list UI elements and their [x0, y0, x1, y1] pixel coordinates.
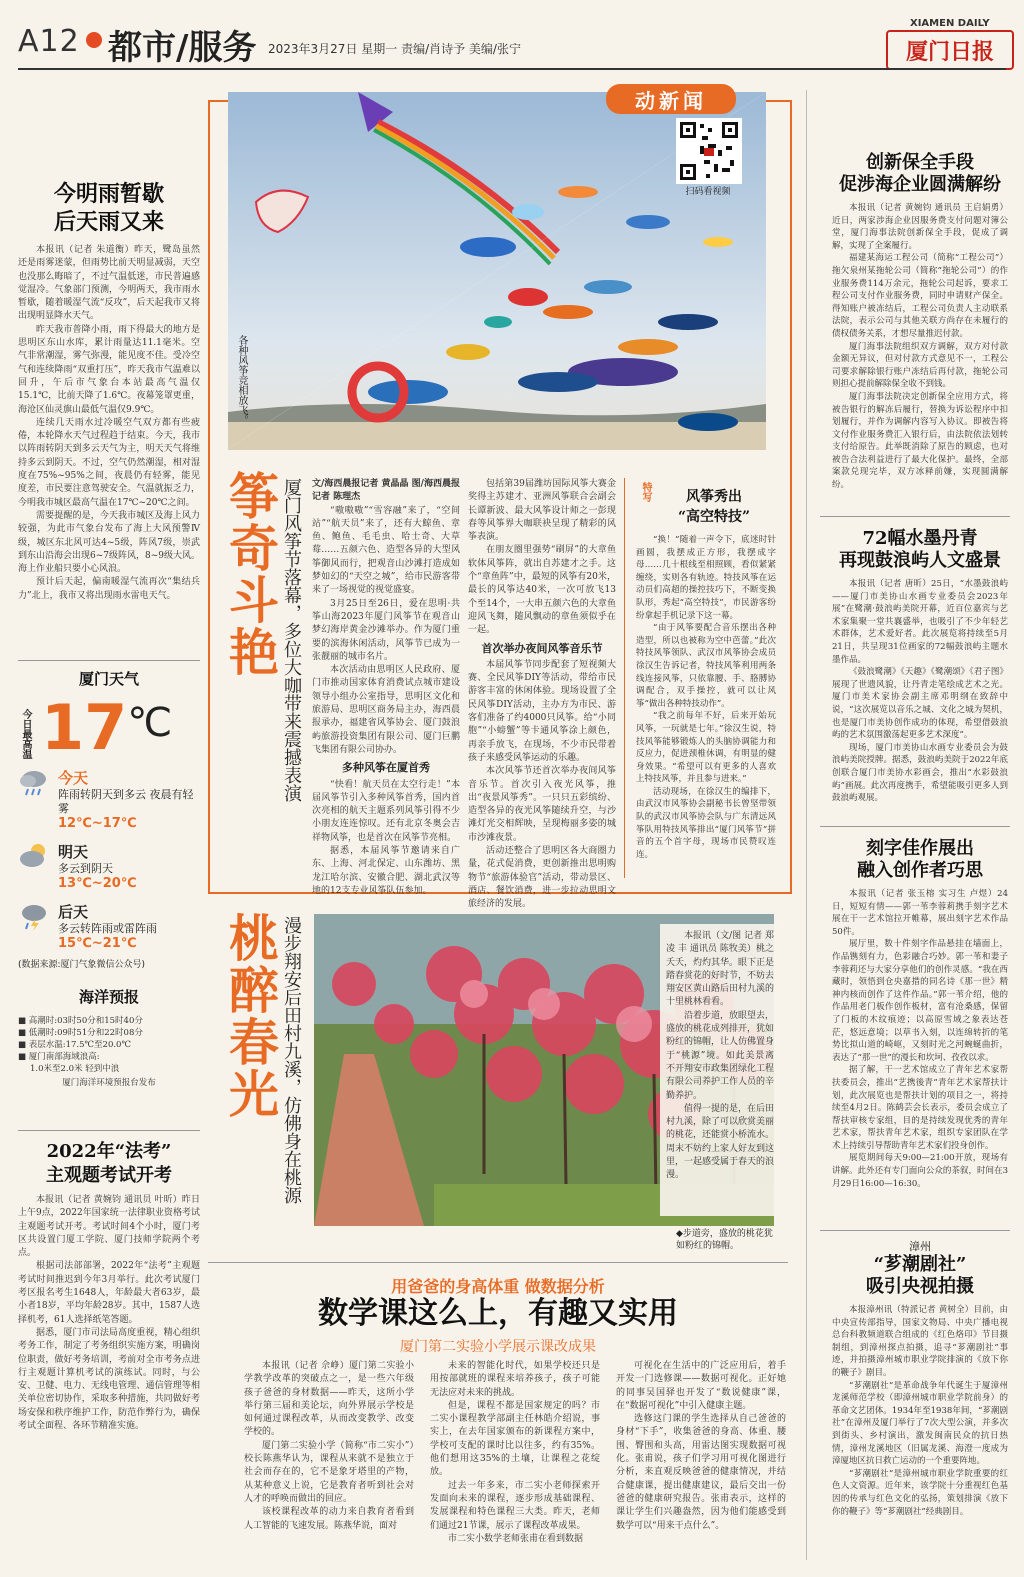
peach-title-sub: 漫步翔安后田村九溪，仿佛身在桃源	[281, 916, 302, 1204]
a1-title-line1: 创新保全手段	[866, 152, 974, 173]
today-temp: 17	[41, 691, 128, 764]
kite-para: 在朋友圈里强势“刷屏”的大章鱼软体风筝阵，就出自苏建才之手。这个“章鱼阵”中，最短的风筝有20米，最长的风筝达40米，一次可放飞13个至14个，一大串五颜六色的大章鱼迎风飞舞，随风飘动的章鱼须似乎在一起。	[468, 545, 616, 636]
divider	[820, 826, 1010, 827]
forecast-temp: 15℃~21℃	[58, 936, 137, 951]
ocean-source: 厦门海洋环境预报台发布	[62, 1078, 156, 1088]
peach-title-big: 桃醉春光	[221, 912, 280, 1120]
today-temp-row	[18, 691, 200, 764]
exam-para: 本报讯（记者 黄婉钧 通讯员 叶昕）昨日上午9点，2022年国家统一法律职业资格考试主观题考试开考。考试时间4个小时，厦门考区共设置门厦工学院、厦门技师学院两个考点。	[18, 1195, 200, 1259]
exam-article	[18, 1140, 200, 1564]
qr-code-icon	[678, 120, 740, 182]
kite-subhead: 首次举办夜间风筝音乐节	[481, 641, 603, 655]
math-para: 过去一年多来，市二实小老师探索开发面向未来的课程，逐步形成基础课程、发展课程和特色课程三大类。昨天，老师们通过21节课，展示了课程改革成果。	[430, 1480, 600, 1531]
tide-line: ■ 厦门南部海域浪高:	[18, 1052, 100, 1062]
math-kicker: 用爸爸的身高体重 做数据分析	[391, 1277, 605, 1296]
rain-para: 连续几天雨水过冷暖空气双方都有些疲倦，本轮降水天气过程趋于结束。今天，我市以阵雨转阴天到多云天气为主，明天天气将维持多云到阴天。不过，空气仍然潮湿，相对湿度在75%~95%之间，夜晨仍有轻雾，能见度差，市民要注意驾驶安全。气温就振乏力，今明我市城区最高气温在17℃~20℃之间。	[18, 417, 200, 508]
divider	[820, 1230, 1010, 1231]
forecast-temp: 12℃~17℃	[58, 816, 137, 831]
math-para: 但是，课程不都是国家规定的吗？市二实小课程教学部副主任林皓介绍说，事实上，在去年国家颁布的新课程方案中，学校可支配的课时比以往多，约有35%。他们想用这35%的土壤，让课程之花绽放。	[430, 1400, 600, 1478]
exam-title-line1: 2022年“法考”	[46, 1141, 172, 1162]
forecast-today	[18, 767, 200, 831]
math-para: 本报讯（记者 佘峥）厦门第二实验小学教学改革的突破点之一，是一些六年级孩子爸爸的身材数据——昨天，这所小学举行第三届和美论坛，向外界展示学校是如何通过课程改革，从而改变教学、改变学校的。	[244, 1361, 414, 1438]
page-number: A12	[18, 24, 80, 59]
special-title-line2: “高空特技”	[677, 509, 751, 525]
exam-body	[18, 1194, 200, 1564]
tide-line: 1.0米至2.0米 轻到中浪	[30, 1064, 120, 1074]
special-body	[636, 534, 776, 878]
issue-meta: 2023年3月27日 星期一 责编/肖诗予 美编/张宁	[268, 42, 521, 56]
ink-article	[832, 528, 1008, 828]
a2-body	[832, 578, 1008, 828]
math-para: 市二实小数学老师张甫在看到数据	[448, 1533, 584, 1544]
special-divider	[624, 478, 625, 878]
math-para: 该校课程改革的动力来自教育者看到人工智能的飞速发展。陈燕华说，面对	[244, 1507, 414, 1531]
tide-line: ■ 高潮时:03时50分和15时40分	[18, 1016, 143, 1026]
a4-body	[832, 1304, 1008, 1554]
forecast-desc: 阵雨转阴天到多云 夜晨有轻雾	[58, 788, 194, 815]
forecast-day: 后天	[58, 903, 89, 921]
column-divider	[806, 90, 807, 1560]
forecast-day: 明天	[58, 843, 89, 861]
a3-body	[832, 888, 1008, 1248]
a3-title-line1: 刻字佳作展出	[866, 838, 974, 859]
a4-para: “芗潮剧社”是革命战争年代诞生于厦漳州龙溪师范学校（即漳州城市职业学院前身）的革命文艺团体。1934年至1938年间，“芗潮剧社”在漳州及厦门举行了7次大型公演，并多次到街头、乡村演出，激发闽南民众的抗日热情，漳州龙溪地区（旧属龙溪、海澄一度成为漳厦地区抗日救亡运动的一个重要阵地。	[832, 1380, 1008, 1467]
kite-para: 包括第39届潍坊国际风筝大赛金奖得主苏建才、亚洲风筝联合会副会长谭新波、最大风筝设计师之一彭现春等风筝界大咖联袂呈现了精彩的风筝表演。	[468, 479, 616, 543]
kite-para: 据悉，本届风筝节邀请来自广东、上海、河北保定、山东潍坊、黑龙江哈尔滨、安徽合肥、湖北武汉等地的12支专业风筝队伍参加。	[312, 846, 460, 896]
a2-para: 《鼓浪鹭潮》《天趣》《鹭潮颂》《君子图》展现了世遗风貌，让丹青走笔绘成艺术之光。厦门市美术家协会副主席邓明纲在致辞中说，“这次展览以音乐之城、文化之城为契机，也是厦门市美协创作成功的体现，希望借鼓浪屿的艺术氛围激荡起更多艺术深度”。	[832, 667, 1008, 741]
peach-para: 本报讯（文/图 记者 郑凌 丰 通讯员 陈牧美）桃之夭夭，灼灼其华。眼下正是踏春赏花的好时节，不妨去翔安区黄山路后田村九溪的十里桃林看看。	[666, 931, 775, 1008]
math-para: 选修这门课的学生选择从自己爸爸的身材“下手”，收集爸爸的身高、体重、腰围、臀围和头高，用雷达图实现数据可视化。张甫说，孩子们学习用可视化图进行分析，来直观反映爸爸的健康情况，并结合健康课，提出健康建议，最后交出一份爸爸的健康研究报告。张甫表示，这样的课让学生们兴趣盎然，因为他们能感受到数学可以“用来干点什么”。	[616, 1414, 786, 1531]
a1-title-line2: 促涉海企业圆满解纷	[839, 174, 1001, 195]
forecast-desc: 多云到阴天	[58, 862, 113, 875]
carving-article	[832, 838, 1008, 1248]
peach-text-box	[660, 924, 780, 1216]
forecast-temp: 13℃~20℃	[58, 876, 137, 891]
divider	[208, 1262, 788, 1263]
a1-para: 厦门海事法院组织双方调解，双方对付款金额无异议，但对付款方式意见不一，工程公司要求解除银行账户冻结后再付款，拖轮公司则担心提前解除保全收不到钱。	[832, 341, 1008, 390]
divider	[18, 660, 200, 661]
rain-para: 昨天我市普降小雨，雨下得最大的地方是思明区东山水库，累计雨量达11.1毫米。空气非常潮湿，雾气弥漫，能见度不佳。受冷空气和连续降雨“双重打压”，昨天我市气温难以回升，午后市气象台本站最高气温仅15.1℃，比前天降了1.6℃。夜幕笼罩更重，海沧区仙灵旗山最低气温仅9.9℃。	[18, 324, 200, 415]
kite-col2	[468, 478, 616, 910]
kite-para: 本次风筝节还首次举办夜间风筝音乐节。首次引入夜光风筝，推出“夜景风筝秀”。一只只五彩缤纷、造型各异的夜光风筝随续升空，与沙滩灯光交相辉映，呈现梅丽多姿的城市沙滩夜景。	[468, 766, 616, 843]
thunder-rain-icon	[18, 901, 50, 931]
a4-para: “芗潮剧社”是漳州城市职业学院重要的红色人文资源。近年来，该学院十分重视红色基因的传承与红色文化的弘扬，策划排演《放下你的鞭子》等“芗潮剧社”经典剧目。	[832, 1468, 1008, 1517]
forecast-desc: 多云转阵雨或雷阵雨	[58, 922, 157, 935]
today-label: 今日最高温	[20, 709, 31, 759]
ocean-box	[18, 986, 200, 1089]
a2-title-line1: 72幅水墨丹青	[862, 528, 978, 549]
qr-caption: 扫码看视频	[685, 187, 731, 197]
peach-caption: ◆步道旁，盛放的桃花犹如粉红的锦帽。	[676, 1229, 773, 1251]
kite-byline: 文/海西晨报记者 黄晶晶 图/海西晨报记者 陈理杰	[312, 479, 460, 503]
math-title: 数学课这么上，有趣又实用	[318, 1296, 678, 1331]
weather-source: (数据来源:厦门气象微信公众号)	[18, 960, 146, 970]
a4-para: 本报漳州讯（特派记者 黄树全）目前，由中央宣传部指导，国家文物局、中央广播电视总台科教频道联合组成的《红色烙印》节目摄制组，到漳州探点拍摄，追寻“芗潮剧社”事迹，并拍摄漳州城市职业学院排演的《放下你的鞭子》剧目。	[832, 1305, 1008, 1378]
exam-para: 据悉，厦门市司法局高度重视，精心组织考务工作，制定了考务组织实施方案，明确岗位职责，做好考务培训，考前对全市考务点进行主观题计算机考试的演练试。同时，与公安、卫健、电力、无线电管理、通信管理等相关单位密切协作，采取多种措施，共同做好考场安保和秩序维护工作，防范作弊行为，确保考试全面程、各环节精准实施。	[18, 1327, 200, 1432]
kite-col1	[312, 478, 460, 896]
qr-code[interactable]	[676, 118, 742, 184]
exam-title-line2: 主观题考试开考	[46, 1165, 172, 1186]
rain-para: 需要提醒的是，今天我市城区及海上风力较强，为此市气象台发布了海上大风预警Ⅳ级，城区东北风可达4~5级，阵风7级，崇武到东山沿海会出现6~7级阵风，8~9级大风。海上作业船只要小心风浪。	[18, 510, 200, 575]
rain-para: 预计后天起，偏南暖湿气流再次“集结兵力”北上，我市又将出现雨水雷电天气。	[18, 577, 200, 601]
rain-body	[18, 244, 200, 659]
peach-para: 沿着步道，放眼望去，盛放的桃花成列排开，犹如粉红的锦帽，让人仿佛置身于“桃源”境。如此美景离不开翔安市政集团绿化工程有限公司养护工作人员的辛勤养护。	[666, 1010, 775, 1101]
kite-photo-caption: 各种风筝竞相放飞。	[236, 335, 247, 425]
a2-title-line2: 再现鼓浪屿人文盛景	[839, 550, 1001, 571]
special-para: 活动现场，在徐汉生的编排下，由武汉市风筝协会副秘书长曾坚带领队的武汉市风筝协会队与广东清远风筝队用特技风筝排出“厦门风筝节”拼音的五个首字母，现场市民赞叹连连。	[636, 786, 776, 860]
rain-article	[18, 180, 200, 659]
maritime-article	[832, 152, 1008, 522]
tide-line: ■ 表层水温:17.5℃至20.0℃	[18, 1040, 131, 1050]
divider	[18, 1130, 200, 1131]
cloudy-icon	[18, 841, 50, 871]
a1-para: 厦门海事法院决定创新保全应用方式，将被告银行的解冻后履行，替换为诉讼程序中扣划履行，并作为调解内容写入协议。即被告将文付作业服务费汇入银行后，由法院依法划转支付给原告。此举既消除了原告的顾虑，也对被告合法利益进行了最大化保护。最终，全部案款兑现完毕，双方冰释前嫌，实现圆满解纷。	[832, 391, 1008, 491]
peach-para: 值得一提的是，在后田村九溪，除了可以欣赏美丽的桃花，还能赏小桥流水。周末不妨约上家人好友到这里，一起感受属于春天的浪漫。	[666, 1103, 775, 1181]
a3-para: 本报讯（记者 张玉榕 实习生 卢煜）24日，短短有情——郭一苇李蓉莉携手刻字艺术展在干一艺术馆拉开帷幕，展出刻字艺术作品50件。	[832, 889, 1008, 937]
forecast-day: 今天	[58, 769, 89, 787]
a4-title-line1: “芗潮剧社”	[873, 1254, 967, 1275]
a1-para: 福建某海运工程公司（简称“工程公司”）拖欠泉州某拖轮公司（简称“拖轮公司”）的作业服务费114万余元，拖轮公司起诉，要求工程公司支付作业服务费，同时申请财产保全。得知账户被冻结后，工程公司负责人主动联系法院，表示公司与其他关联方尚存在未履行的债权债务关系，才想尽量推迟付款。	[832, 253, 1008, 339]
section-title: 都市/服务	[108, 28, 257, 68]
math-col2	[430, 1360, 600, 1560]
math-para: 可视化在生活中的广泛应用后，着手开发一门选修课——数据可视化。正好她的同事吴国驿也开发了“数说健康”课，在“数据可视化”中引入健康主题。	[616, 1361, 786, 1411]
brand-english: XIAMEN DAILY	[910, 18, 990, 29]
kite-title-big: 筝奇斗艳	[221, 470, 280, 678]
kite-para: 本次活动由思明区人民政府、厦门市推动国家体育消费试点城市建设领导小组办公室指导，思明区文化和旅游局、思明区商务局主办，海西晨报承办，福建省风筝协会、厦门鼓浪屿旅游投资集团有限公司、厦门巨鹏飞集团有限公司协办。	[312, 665, 460, 755]
kite-para: “嗷嗷嗷”“雪容融”来了，“空间站”“航天员”来了，还有大鲸鱼、章鱼、鲍鱼、毛毛虫、哈士奇、大草莓……五颜六色、造型各异的大型风筝御风而行，把观音山沙滩打造成如梦如幻的“天空之城”，给市民游客带来了一场视觉的视觉盛宴。	[312, 505, 460, 596]
peach-body	[666, 930, 774, 1210]
ocean-title: 海洋预报	[78, 988, 139, 1006]
kite-title-sub: 厦门风筝节落幕，多位大咖带来震撼表演	[281, 478, 302, 802]
math-para: 未来的智能化时代，如果学校还只是用按部就班的课程来培养孩子，孩子可能无法应对未来的挑战。	[430, 1361, 600, 1398]
math-col3	[616, 1360, 786, 1560]
a3-para: 展览期间每天9:00—21:00开放，现场有讲解。此外还有专门面向公众的茶叙，时间在3月29日16:00—16:30。	[832, 1153, 1008, 1189]
page-header	[0, 0, 1024, 70]
a3-para: 据了解，干一艺术馆成立了青年艺术家帮扶委员会，推出“艺携後青”青年艺术家帮扶计划，此次展览也是帮扶计划的项目之一，将持续至4月2日。陈鹤芸会长表示，委员会成立了帮扶审核专家组，目的是持续发现优秀的青年艺术家，帮扶青年艺术家，组织专家团队在学术上持续引导帮助青年艺术家们投身创作。	[832, 1065, 1008, 1151]
dynamic-news-badge: 动新闻	[606, 84, 736, 114]
kite-subhead: 多种风筝在厦首秀	[342, 761, 430, 775]
page-dot-icon	[86, 32, 102, 48]
a3-title-line2: 融入创作者巧思	[857, 860, 983, 881]
special-para: “换！”随着一声令下，底迷时针画圆，我摆成正方形，我摆成字母……几十根线至相照顾，看似紧紧缠绕，实则各有轨迹。特技风筝在运动员们高超的操控技巧下，不断变换队形，秀起“高空特技”，市民游客纷纷拿起手机记录下这一幕。	[636, 535, 776, 621]
weather-title: 厦门天气	[78, 670, 139, 688]
rain-title-line1: 今明雨暂歇	[53, 181, 164, 207]
zhangzhou-article	[832, 1238, 1008, 1554]
temp-unit: ℃	[127, 700, 173, 746]
a2-para: 本报讯（记者 唐昕）25日，“水墨鼓浪屿——厦门市美协山水画专业委员会2023年展”在鹭潮·鼓浪屿美院开幕，近百位嘉宾与艺术家集聚一堂共襄盛举，也吸引了不少年轻艺术群体，艺术爱好者。此次展览将持续至5月21日，共呈现31位画家的72幅鼓浪屿主题水墨作品。	[832, 579, 1008, 665]
math-subtitle: 厦门第二实验小学展示课改成果	[400, 1339, 596, 1355]
weather-box	[18, 668, 200, 970]
header-rule	[18, 68, 1006, 70]
brand-logo: 厦门日报	[886, 30, 1014, 70]
a2-para: 现场，厦门市美协山水画专业委员会为鼓浪屿美院授牌。据悉，鼓浪屿美院于2022年底创联合厦门市美协水彩画会，推出“水彩鼓浪屿”画展。此次再度携手，希望能吸引更多人到鼓浪屿观展。	[832, 742, 1008, 804]
kite-para: 3月25日至26日，爱在思明·共筝山海2023年厦门风筝节在观音山梦幻海岸黄金沙滩举办。作为厦门重要的滨海休闲活动，风筝节已成为一张靓丽的城市名片。	[312, 598, 460, 662]
rain-para: 本报讯（记者 朱道衡）昨天，鹭岛虽然还是雨雾迷蒙，但雨势比前天明显减弱，天空也没那么晦暗了，不过气温低迷，市民普遍感觉湿冷。气象部门预测，今明两天，我市雨水暂歇，随着暖湿气流“反攻”，后天起我市又将出现明显降水天气。	[18, 245, 200, 322]
a4-title-line2: 吸引央视拍摄	[866, 1276, 974, 1297]
tide-line: ■ 低潮时:09时51分和22时08分	[18, 1028, 143, 1038]
a3-para: 展厅里，数十件刻字作品悬挂在墙面上，作品镌刻有力，色彩融合巧妙。郭一苇和妻子李蓉莉还与大家分享他们的创作灵感。“我在西藏时，领悟到仓央嘉措的同名诗《那一世》精神内核而创作了这件作品。”郭一苇介绍，他的作品用老门板作创作板材，富有沧桑感，保留了门板的木纹痕迹；以高原雪域之象表达苍茫，悠远意境；以草书入刻，以连绵转折的笔势比拟山道的崎岖，又刻时光之河蜿蜒曲折，表达了“那一世”的漫长和坎坷、孜孜以求。	[832, 939, 1008, 1063]
forecast-dayafter	[18, 901, 200, 951]
exam-para: 根据司法部部署，2022年“法考”主观题考试时间推迟到今年3月举行。此次考试厦门考区报名考生1648人，年龄最大者63岁，最小者18岁，平均年龄28岁。其中，1587人选择机考，61人选择纸笔答题。	[18, 1261, 200, 1325]
math-para: 厦门第二实验小学（简称“市二实小”）校长陈燕华认为，课程从来就不是独立于社会而存在的，它不是象牙塔里的产物，从某种意义上说，它是教育者听到社会对人才的呼唤而做出的回应。	[244, 1440, 414, 1504]
math-col1	[244, 1360, 414, 1560]
special-para: “我之前每年不好，后来开始玩风筝，一玩就是七年。”徐汉生说，特技风筝能够锻炼人的头脑协调能力和反应力，促进颈椎休调，有明显的健身效果。“希望可以有更多的人喜欢上特技风筝，并且参与进来。”	[636, 711, 776, 785]
a1-body	[832, 202, 1008, 522]
forecast-tomorrow	[18, 841, 200, 891]
kite-para: 活动还整合了思明区各大商圈力量，花式促消费，更创新推出思明购物节“旅游体验官”活动，带动景区、酒店、餐饮消费，进一步拉动思明文旅经济的发展。	[468, 846, 616, 910]
rain-title-line2: 后天雨又来	[53, 209, 164, 235]
rain-cloud-icon	[18, 767, 50, 797]
special-title-line1: 风筝秀出	[686, 489, 742, 505]
a1-para: 本报讯（记者 黄婉钧 通讯员 王启娟勇）近日，两家涉海企业因服务费支付问题对簿公堂，厦门海事法院创新保全手段，促成了调解，实现了全案履行。	[832, 203, 1008, 251]
special-tag: 特写	[640, 482, 651, 502]
a4-kicker: 漳州	[909, 1240, 931, 1253]
kite-para: “快看！航天员在太空行走！”本届风筝节引入多种风筝首秀，国内首次亮相的航天主题系列风筝引得不少小朋友连连惊叹。还有北京冬奥会吉祥物风筝，也是首次在风筝节亮相。	[312, 779, 460, 843]
divider	[820, 516, 1010, 517]
kite-para: 本届风筝节同步配套了短视频大赛、全民风筝DIY等活动，带给市民游客丰富的休闲体验。现场设置了全民风筝DIY活动，主办方为市民、游客们准备了约4000只风筝。给“小同胞”“小螃蟹”等卡通风筝涂上颜色，再亲手放飞，在现场，不少市民带着孩子来感受风筝运动的乐趣。	[468, 659, 616, 763]
special-para: “由于风筝要配合音乐摆出各种造型，所以也被称为空中芭蕾。”此次特技风筝领队、武汉市风筝协会成员徐汉生告诉记者，特技风筝利用两条线连接风筝，只依靠腰、手、胳膊协调配合，双手操控，就可以让风筝“做出各种特技动作”。	[636, 623, 776, 709]
